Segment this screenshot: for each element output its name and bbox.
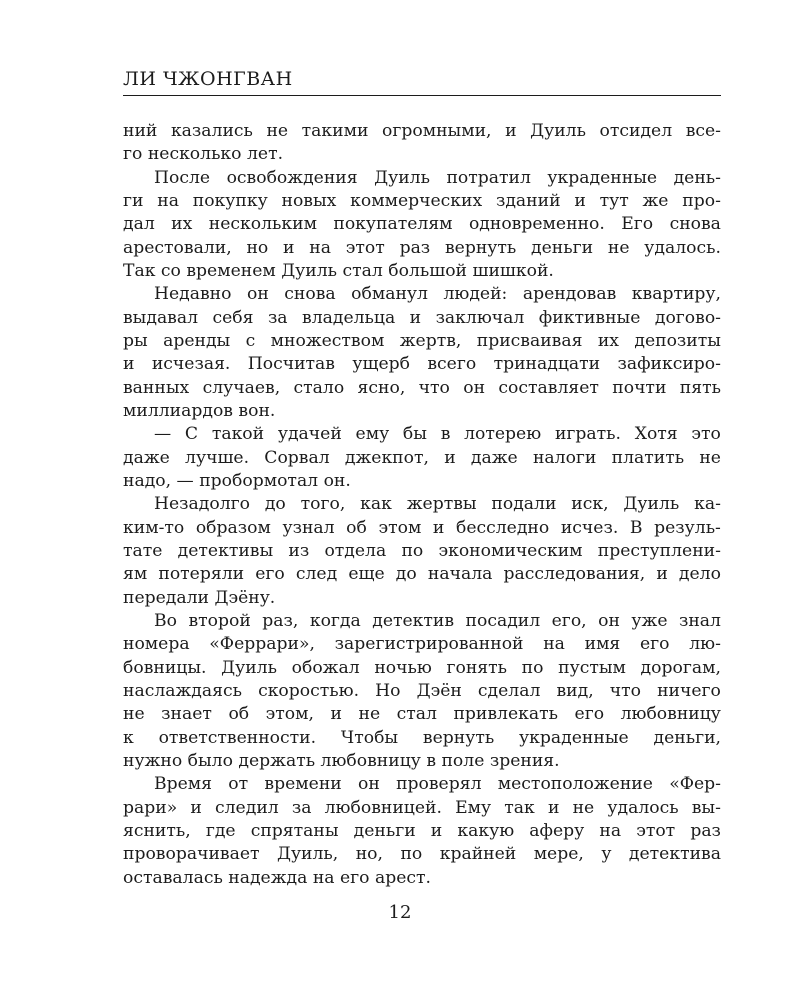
text-line (123, 120, 721, 143)
word: ясно, (357, 377, 406, 398)
word: лотерею (464, 424, 542, 445)
text-line (123, 353, 721, 376)
word: фиктивные (538, 307, 641, 328)
word: следил (215, 797, 279, 818)
word: вид, (556, 680, 594, 701)
word: какую (457, 820, 515, 841)
word: Дуиль (530, 121, 586, 141)
word: за (267, 307, 288, 328)
word: Во (154, 610, 177, 631)
word: расследования, (503, 564, 646, 585)
word: имя (584, 634, 621, 655)
word: не (123, 704, 145, 725)
word: об (346, 517, 367, 538)
word: как (360, 494, 392, 515)
text-line (123, 330, 721, 353)
text-line (123, 307, 721, 330)
word: гонять (446, 657, 507, 678)
running-head: ЛИ ЧЖОНГВАН (123, 68, 721, 96)
word: по (521, 657, 544, 678)
word: знал (678, 610, 721, 631)
word: узнал (282, 517, 335, 538)
word: за (291, 797, 312, 818)
word: «Феррари», (209, 634, 315, 655)
word: проворачивает (123, 844, 260, 865)
word: дал (123, 214, 155, 235)
text-line (123, 680, 721, 703)
body-text (123, 120, 721, 890)
word: тате (123, 540, 163, 561)
word: на (157, 190, 179, 211)
book-page (123, 68, 721, 890)
text-line (123, 283, 721, 306)
word: деньги (531, 237, 594, 258)
text-line: нужно было держать любовницу в поле зрения. (123, 750, 560, 771)
word: из (288, 540, 310, 561)
word: этот (345, 237, 385, 258)
word: почти (612, 377, 667, 398)
word: на (543, 634, 565, 655)
word: и (574, 190, 586, 211)
text-line: надо, — пробормотал он. (123, 470, 351, 491)
word: ги (123, 190, 144, 211)
word: где (205, 820, 236, 841)
word: обманул (351, 284, 428, 305)
word: посадил (465, 610, 541, 631)
word: яснить, (123, 820, 191, 841)
word: такими (301, 121, 369, 141)
word: того, (300, 494, 346, 515)
word: удалось (607, 797, 679, 818)
word: раз (690, 820, 721, 841)
text-line (123, 703, 721, 726)
page-number: 12 (388, 902, 412, 923)
word: детективы (177, 540, 274, 561)
word: по (400, 844, 423, 865)
word: и (430, 820, 443, 841)
word: — (154, 424, 172, 445)
text-line (123, 213, 721, 236)
word: не (572, 797, 595, 818)
word: сделал (477, 680, 541, 701)
word: же (642, 190, 669, 211)
word: Его (621, 214, 654, 235)
word: освобождения (226, 167, 358, 188)
word: но, (355, 844, 383, 865)
word: до (395, 564, 417, 585)
word: покупку (192, 190, 268, 211)
word: Хотя (634, 424, 678, 445)
text-line (123, 797, 721, 820)
text-line (123, 447, 721, 470)
word: проверял (396, 774, 482, 795)
word: и (190, 797, 202, 818)
word: не (358, 704, 381, 725)
word: депозиты (634, 330, 721, 351)
word: этом (378, 517, 422, 538)
word: ванных (123, 377, 190, 398)
word: любовницу (620, 704, 721, 725)
word: лю- (689, 634, 721, 655)
word: не (699, 447, 721, 468)
word: начала (427, 564, 493, 585)
text-line (123, 820, 721, 843)
text-line: го несколько лет. (123, 144, 284, 165)
text-line (123, 610, 721, 633)
word: владельца (302, 307, 396, 328)
word: пять (679, 377, 721, 398)
text-line (123, 190, 721, 213)
text-line (123, 563, 721, 586)
word: он (358, 774, 380, 795)
word: ущерб (352, 354, 410, 375)
word: жертв, (399, 330, 462, 351)
word: налоги (532, 447, 597, 468)
word: бесследно (455, 517, 550, 538)
word: джекпот, (344, 447, 429, 468)
word: любовницей. (324, 797, 442, 818)
word: этом, (265, 704, 314, 725)
word: дело (678, 564, 721, 585)
word: подали (491, 494, 557, 515)
word: зафиксиро- (617, 354, 721, 375)
word: Время (154, 774, 213, 795)
word: пустым (558, 657, 626, 678)
word: зарегистрированной (334, 634, 524, 655)
word: тринадцати (493, 354, 601, 375)
word: играть. (554, 424, 621, 445)
word: он (598, 610, 620, 631)
word: После (154, 167, 211, 188)
word: этот (636, 820, 676, 841)
word: людей: (443, 284, 508, 305)
word: зданий (495, 190, 561, 211)
word: всего (427, 354, 477, 375)
word: заключал (435, 307, 525, 328)
text-line (123, 237, 721, 260)
word: Дуиль (221, 657, 277, 678)
word: такой (211, 424, 265, 445)
word: про- (682, 190, 721, 211)
word: и (330, 704, 342, 725)
word: обожал (291, 657, 360, 678)
word: и (547, 797, 560, 818)
word: иск, (571, 494, 609, 515)
word: мере, (533, 844, 584, 865)
word: коммерческих (350, 190, 483, 211)
word: жертвы (406, 494, 477, 515)
word: снова (284, 284, 336, 305)
word: уже (631, 610, 668, 631)
word: себя (212, 307, 254, 328)
word: он (246, 284, 269, 305)
word: украденные (547, 167, 658, 188)
word: и (123, 354, 135, 375)
word: его (255, 564, 285, 585)
word: удачей (277, 424, 342, 445)
text-line: миллиардов вон. (123, 400, 276, 421)
text-line (123, 167, 721, 190)
word: множеством (270, 330, 385, 351)
word: это (691, 424, 721, 445)
word: С (184, 424, 199, 445)
word: времени (264, 774, 342, 795)
word: в (440, 424, 451, 445)
word: образом (195, 517, 271, 538)
text-line (123, 843, 721, 866)
word: что (418, 377, 450, 398)
word: он (463, 377, 486, 398)
word: на (309, 237, 331, 258)
word: и (444, 447, 456, 468)
word: арестовали, (123, 237, 232, 258)
word: детектив (372, 610, 455, 631)
word: выдавал (123, 307, 199, 328)
word: и (432, 517, 445, 538)
word: аренды (163, 330, 231, 351)
word: не (266, 121, 289, 141)
word: его (574, 704, 605, 725)
word: преступлени- (597, 540, 721, 561)
word: «Фер- (669, 774, 721, 795)
word: с (245, 330, 256, 351)
word: вернуть (444, 237, 517, 258)
word: второй (188, 610, 251, 631)
word: знает (161, 704, 212, 725)
word: экономическим (438, 540, 583, 561)
word: отдела (324, 540, 387, 561)
word: резуль- (654, 517, 721, 538)
text-line (123, 377, 721, 400)
word: бовницы. (123, 657, 207, 678)
word: след (295, 564, 338, 585)
text-line (123, 423, 721, 446)
text-line (123, 727, 721, 750)
word: лучше. (185, 447, 250, 468)
word: и (283, 237, 295, 258)
word: его (639, 634, 670, 655)
word: ему (355, 424, 390, 445)
word: ям (123, 564, 148, 585)
word: арендовав (522, 284, 617, 305)
word: потратил (446, 167, 531, 188)
word: не (607, 237, 630, 258)
word: спрятаны (250, 820, 339, 841)
word: раз (399, 237, 431, 258)
word: Ему (455, 797, 492, 818)
word: платить (611, 447, 685, 468)
word: нескольким (208, 214, 317, 235)
word: ким-то (123, 517, 185, 538)
word: вы- (691, 797, 721, 818)
word: даже (470, 447, 518, 468)
word: номера (123, 634, 190, 655)
text-line: Так со временем Дуиль стал большой шишкой. (123, 260, 554, 281)
word: огромными, (382, 121, 492, 141)
word: Дуиль (623, 494, 680, 515)
word: исчезая. (151, 354, 231, 375)
word: отсидел (599, 121, 673, 141)
word: В (629, 517, 643, 538)
text-line (123, 493, 721, 516)
word: у (601, 844, 612, 865)
word: ответственности. (158, 727, 317, 748)
word: стал (396, 704, 437, 725)
word: наслаждаясь (123, 680, 242, 701)
word: случаев, (202, 377, 281, 398)
word: и (656, 564, 668, 585)
word: потеряли (158, 564, 245, 585)
word: раз, (262, 610, 299, 631)
text-line (123, 540, 721, 563)
word: Недавно (154, 284, 232, 305)
word: дорогам, (640, 657, 721, 678)
word: ничего (657, 680, 721, 701)
word: стало (293, 377, 345, 398)
word: догово- (654, 307, 721, 328)
word: до (264, 494, 286, 515)
word: так (504, 797, 535, 818)
word: скоростью. (258, 680, 360, 701)
word: ры (123, 330, 148, 351)
word: их (597, 330, 619, 351)
word: крайней (439, 844, 517, 865)
word: деньги, (653, 727, 721, 748)
word: их (171, 214, 193, 235)
word: ка- (694, 494, 721, 515)
word: квартиру, (631, 284, 721, 305)
word: снова (669, 214, 721, 235)
word: бы (402, 424, 427, 445)
word: Но (375, 680, 401, 701)
word: аферу (529, 820, 585, 841)
word: об (228, 704, 250, 725)
word: местоположение (497, 774, 653, 795)
word: но (246, 237, 269, 258)
word: рари» (123, 797, 178, 818)
word: присваивая (476, 330, 583, 351)
word: еще (348, 564, 385, 585)
word: Дуиль, (276, 844, 339, 865)
text-line (123, 633, 721, 656)
word: Сорвал (264, 447, 330, 468)
word: и (409, 307, 422, 328)
word: Дуиль (374, 167, 430, 188)
word: ний (123, 121, 158, 141)
word: что (609, 680, 641, 701)
word: когда (309, 610, 361, 631)
word: ночью (374, 657, 432, 678)
word: украденные (519, 727, 629, 748)
word: новых (281, 190, 337, 211)
word: все- (685, 121, 721, 141)
word: и (505, 121, 517, 141)
word: детектива (628, 844, 721, 865)
word: исчез. (560, 517, 619, 538)
word: Дэён (416, 680, 462, 701)
word: даже (123, 447, 170, 468)
word: удалось. (644, 237, 721, 258)
text-line (123, 773, 721, 796)
word: по (401, 540, 424, 561)
word: к (123, 727, 134, 748)
word: тут (599, 190, 629, 211)
word: от (228, 774, 249, 795)
text-line: оставалась надежда на его арест. (123, 867, 431, 888)
word: его, (551, 610, 587, 631)
word: Незадолго (154, 494, 250, 515)
word: деньги (353, 820, 416, 841)
text-line (123, 517, 721, 540)
word: Посчитав (247, 354, 335, 375)
word: день- (673, 167, 721, 188)
word: составляет (498, 377, 599, 398)
word: покупателям (333, 214, 453, 235)
word: казались (170, 121, 253, 141)
text-line: передали Дэёну. (123, 587, 276, 608)
word: одновременно. (468, 214, 605, 235)
text-line (123, 657, 721, 680)
word: Чтобы (340, 727, 399, 748)
word: на (599, 820, 622, 841)
word: привлекать (453, 704, 559, 725)
word: вернуть (422, 727, 495, 748)
